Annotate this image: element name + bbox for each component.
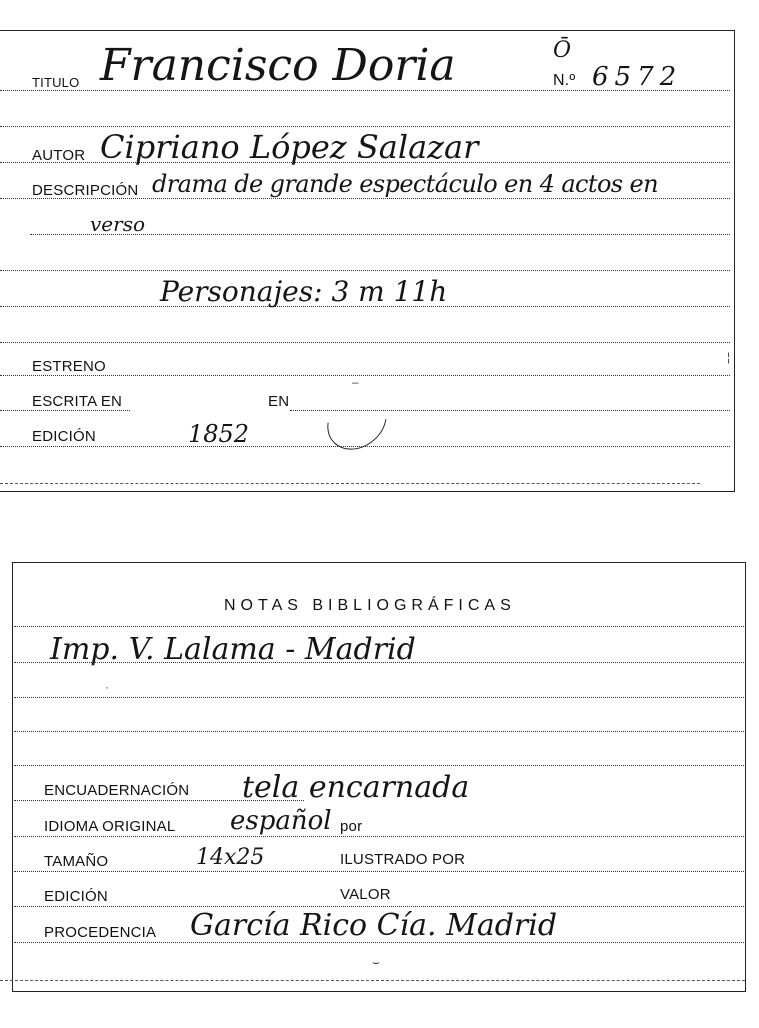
procedencia-value: García Rico Cía. Madrid	[190, 908, 558, 943]
rule	[14, 906, 744, 907]
personajes-value: Personajes: 3 m 11h	[160, 275, 448, 308]
cut-line	[0, 980, 745, 981]
tamano-value: 14x25	[196, 845, 265, 870]
encuadernacion-value: tela encarnada	[242, 770, 470, 805]
en-label: EN	[268, 393, 290, 410]
rule	[0, 270, 730, 271]
por-label: por	[340, 818, 363, 835]
idioma-label: IDIOMA ORIGINAL	[44, 818, 176, 835]
edicion-label: EDICIÓN	[32, 428, 96, 445]
titulo-label: TITULO	[32, 75, 80, 90]
edicion-bottom-label: EDICIÓN	[44, 888, 108, 905]
idioma-value: español	[230, 806, 332, 836]
cut-line	[0, 483, 700, 484]
escrita-label: ESCRITA EN	[32, 393, 123, 410]
rule	[14, 836, 744, 837]
descripcion-value-line1: drama de grande espectáculo en 4 actos en	[152, 170, 659, 198]
rule	[0, 126, 730, 127]
notes-line1: Imp. V. Lalama - Madrid	[50, 632, 416, 667]
titulo-value: Francisco Doria	[100, 40, 456, 91]
rule	[14, 697, 744, 698]
rule	[14, 626, 744, 627]
autor-value: Cipriano López Salazar	[100, 128, 479, 166]
stray-mark: ⌣	[372, 955, 380, 969]
rule	[0, 410, 130, 411]
number-prefix: N.º	[553, 72, 576, 89]
ilustrado-label: ILUSTRADO POR	[340, 851, 466, 868]
procedencia-label: PROCEDENCIA	[44, 924, 157, 941]
tamano-label: TAMAÑO	[44, 853, 109, 870]
stray-mark: –	[352, 375, 359, 389]
valor-label: VALOR	[340, 886, 391, 903]
number-mark: Ō	[553, 38, 572, 63]
number-value: 6572	[592, 62, 683, 92]
stray-mark: ·	[105, 680, 109, 694]
descripcion-label: DESCRIPCIÓN	[32, 182, 139, 199]
autor-label: AUTOR	[32, 147, 86, 164]
rule	[14, 765, 744, 766]
stray-mark: ¦	[727, 350, 731, 364]
notas-heading: NOTAS BIBLIOGRÁFICAS	[224, 597, 516, 614]
rule	[0, 375, 730, 376]
rule	[0, 342, 730, 343]
descripcion-value-line2: verso	[90, 212, 145, 236]
estreno-label: ESTRENO	[32, 358, 106, 375]
encuadernacion-label: ENCUADERNACIÓN	[44, 782, 190, 799]
edicion-value: 1852	[188, 420, 250, 448]
rule	[14, 871, 744, 872]
rule	[14, 731, 744, 732]
